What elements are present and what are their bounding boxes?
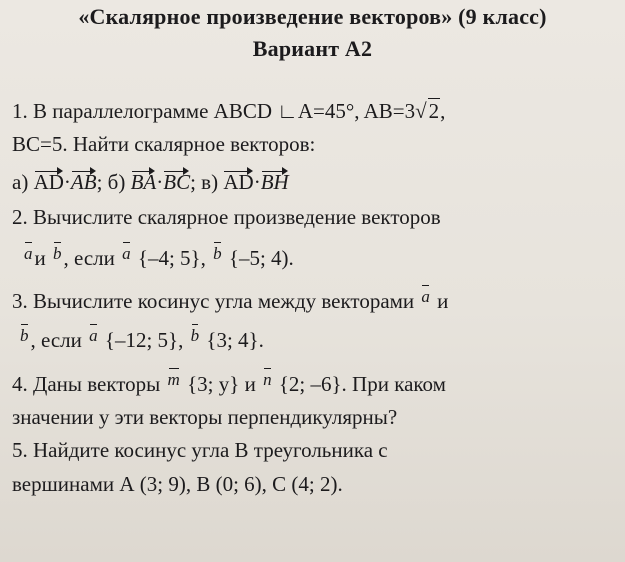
vector-b: b xyxy=(53,244,62,263)
vector-ab: AB xyxy=(70,170,97,194)
vector-a: a xyxy=(421,287,430,306)
worksheet-title: «Скалярное произведение векторов» (9 класс) xyxy=(78,4,547,29)
task-1-line-2: BC=5. Найти скалярное векторов: xyxy=(12,132,316,156)
task-1-line-1: 1. В параллелограмме ABCD ∟A=45°, AB=3√2, xyxy=(12,99,446,123)
task-5-line-1: 5. Найдите косинус угла В треугольника с xyxy=(12,438,388,462)
vector-ad: AD xyxy=(33,170,64,194)
vector-a: a xyxy=(122,244,131,263)
vector-bh: BH xyxy=(260,170,289,194)
task-1-line-3: а) AD·AB; б) BA·BC; в) AD·BH xyxy=(12,170,289,194)
task-4-line-1: 4. Даны векторы m {3; y} и n {2; –6}. При каком xyxy=(12,370,446,396)
vector-n: n xyxy=(263,370,272,389)
vector-a: a xyxy=(24,244,33,263)
variant-label: Вариант А2 xyxy=(252,36,373,61)
vector-b: b xyxy=(190,326,200,345)
vector-ba: BA xyxy=(130,170,157,194)
task-5-line-2: вершинами А (3; 9), В (0; 6), С (4; 2). xyxy=(12,472,343,496)
task-2-line-2: aи b, если a {–4; 5}, b {–5; 4). xyxy=(24,244,294,270)
sqrt-sign: √ xyxy=(415,99,427,123)
vector-bc: BC xyxy=(163,170,191,194)
vector-ad-2: AD xyxy=(223,170,254,194)
vector-b: b xyxy=(20,326,29,345)
task-3-line-1: 3. Вычислите косинус угла между векторами a и xyxy=(12,287,449,313)
vector-a: a xyxy=(89,326,98,345)
task-3-line-2: b, если a {–12; 5}, b {3; 4}. xyxy=(20,326,264,352)
vector-b: b xyxy=(213,244,222,263)
task-2-line-1: 2. Вычислите скалярное произведение векторов xyxy=(12,205,441,229)
task-4-line-2: значении y эти векторы перпендикулярны? xyxy=(12,405,398,429)
vector-m: m xyxy=(167,370,180,389)
sqrt-radicand: 2 xyxy=(428,99,440,123)
